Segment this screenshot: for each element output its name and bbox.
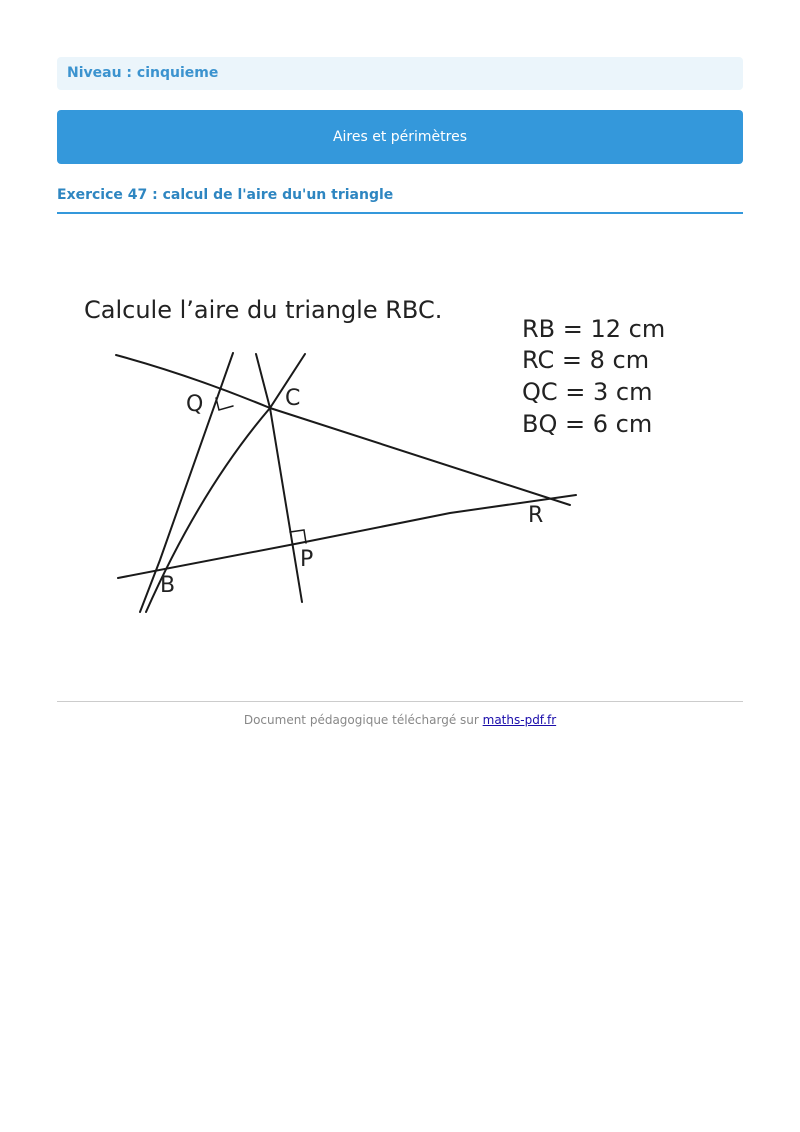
line-qcr — [116, 355, 570, 505]
point-label-b: B — [160, 573, 176, 598]
given-bq: BQ = 6 cm — [522, 410, 653, 438]
point-label-q: Q — [186, 392, 204, 417]
point-label-c: C — [285, 386, 301, 411]
level-banner: Niveau : cinquieme — [57, 57, 743, 90]
given-qc: QC = 3 cm — [522, 378, 653, 406]
point-label-p: P — [300, 547, 314, 572]
exercise-title: Exercice 47 : calcul de l'aire du'un triangle — [57, 187, 394, 203]
footer — [57, 713, 743, 727]
chapter-title: Aires et périmètres — [57, 110, 743, 164]
given-rc: RC = 8 cm — [522, 346, 650, 374]
given-rb: RB = 12 cm — [522, 315, 666, 343]
point-label-r: R — [528, 503, 544, 528]
figure-instruction: Calcule l’aire du triangle RBC. — [84, 296, 443, 324]
footer-divider — [57, 701, 743, 702]
line-bpr — [118, 495, 576, 578]
footer-link[interactable]: maths-pdf.fr — [482, 713, 557, 727]
right-angle-q — [216, 398, 233, 410]
footer-text: Document pédagogique téléchargé sur — [243, 713, 483, 727]
